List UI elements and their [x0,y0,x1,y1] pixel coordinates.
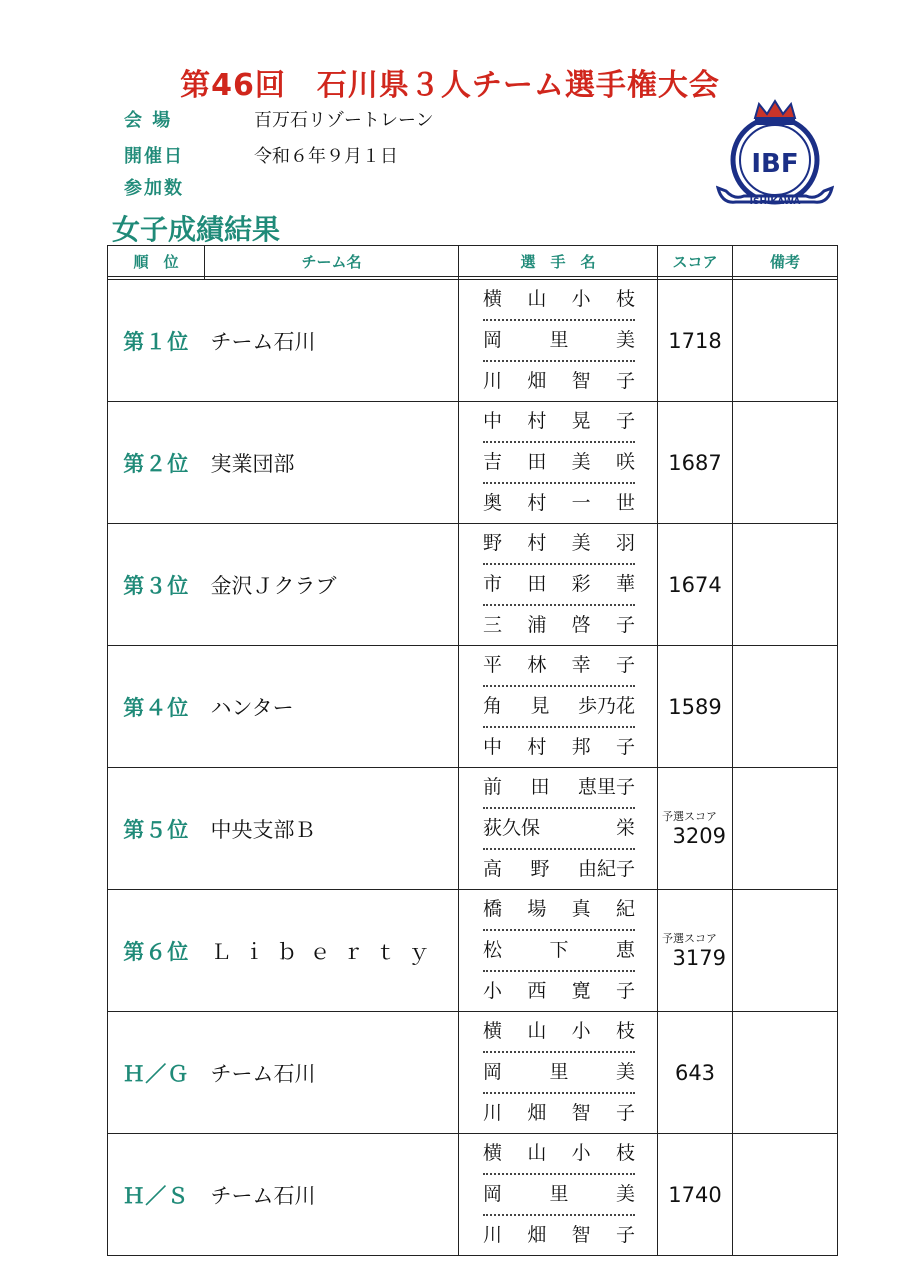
score-cell [658,768,733,890]
players-cell [459,280,658,402]
team-name-cell: チーム石川 [205,1012,459,1134]
player-name: 奥 村 一 世 [483,492,635,514]
score-cell: 1589 [658,646,733,768]
player-name: 岡 里 美 [483,321,635,362]
notes-cell [733,646,838,768]
players-cell [459,646,658,768]
rank-cell: 第６位 [108,890,205,1012]
prelim-score-label: 予選スコア [662,809,717,823]
team-name-cell: 中央支部Ｂ [205,768,459,890]
date-value: 令和６年９月１日 [254,146,398,167]
players-cell [459,524,658,646]
rank-cell: 第３位 [108,524,205,646]
player-name: 平 林 幸 子 [483,646,635,687]
player-name: 荻久保 栄 [483,809,635,850]
player-name: 横 山 小 枝 [483,1012,635,1053]
table-row [108,1134,838,1256]
player-name: 川 畑 智 子 [483,370,635,392]
participants-label: 参加数 [124,178,184,199]
team-name-cell: チーム石川 [205,280,459,402]
rank-cell: 第２位 [108,402,205,524]
player-name: 三 浦 啓 子 [483,614,635,636]
notes-cell [733,402,838,524]
header-rank: 順 位 [108,246,205,277]
notes-cell [733,768,838,890]
team-name-cell: 実業団部 [205,402,459,524]
team-name-cell: チーム石川 [205,1134,459,1256]
player-name: 川 畑 智 子 [483,1102,635,1124]
player-name: 横 山 小 枝 [483,280,635,321]
rank-cell: 第１位 [108,280,205,402]
players-cell [459,890,658,1012]
player-name: 中 村 邦 子 [483,736,635,758]
venue-value: 百万石リゾートレーン [254,110,434,131]
table-row [108,402,838,524]
notes-cell [733,1012,838,1134]
players-cell [459,1134,658,1256]
header-players: 選 手 名 [459,246,658,277]
score-cell: 1718 [658,280,733,402]
rank-cell: Ｈ／Ｇ [108,1012,205,1134]
team-name-cell: ハンター [205,646,459,768]
player-name: 前 田 恵里子 [483,768,635,809]
header-score: スコア [658,246,733,277]
player-name: 横 山 小 枝 [483,1134,635,1175]
player-name: 岡 里 美 [483,1175,635,1216]
table-row [108,768,838,890]
player-name: 中 村 晃 子 [483,402,635,443]
score-cell: 1740 [658,1134,733,1256]
table-row [108,1012,838,1134]
table-row [108,524,838,646]
table-row [108,280,838,402]
section-title: 女子成績結果 [112,213,281,246]
date-label: 開催日 [124,146,184,167]
players-cell [459,1012,658,1134]
notes-cell [733,890,838,1012]
player-name: 吉 田 美 咲 [483,443,635,484]
score-cell: 1674 [658,524,733,646]
players-cell [459,402,658,524]
team-name-cell: 金沢Ｊクラブ [205,524,459,646]
player-name: 岡 里 美 [483,1053,635,1094]
player-name: 高 野 由紀子 [483,858,635,880]
player-name: 橋 場 真 紀 [483,890,635,931]
notes-cell [733,280,838,402]
page-title: 第46回 石川県３人チーム選手権大会 [180,68,720,103]
player-name: 小 西 寛 子 [483,980,635,1002]
venue-label: 会 場 [124,110,173,131]
team-name-cell: Ｌｉｂｅｒｔｙ [205,890,459,1012]
table-header-row [108,246,838,277]
header-team: チーム名 [205,246,459,277]
score-value: 3179 [672,945,726,970]
player-name: 角 見 歩乃花 [483,687,635,728]
table-row [108,890,838,1012]
score-cell: 1687 [658,402,733,524]
score-value: 3209 [672,823,726,848]
player-name: 市 田 彩 華 [483,565,635,606]
player-name: 松 下 恵 [483,931,635,972]
notes-cell [733,524,838,646]
notes-cell [733,1134,838,1256]
logo-text: IBF [751,149,799,179]
rank-cell: 第４位 [108,646,205,768]
rank-cell: Ｈ／Ｓ [108,1134,205,1256]
players-cell [459,768,658,890]
prelim-score-label: 予選スコア [662,931,717,945]
ibf-emblem-logo [716,96,834,222]
rank-cell: 第５位 [108,768,205,890]
header-notes: 備考 [733,246,838,277]
results-body [108,277,838,1256]
player-name: 川 畑 智 子 [483,1224,635,1246]
score-cell: 643 [658,1012,733,1134]
player-name: 野 村 美 羽 [483,524,635,565]
logo-ribbon-text: ISHIKAWA [749,197,801,207]
results-table [107,245,838,1256]
table-row [108,646,838,768]
score-cell [658,890,733,1012]
